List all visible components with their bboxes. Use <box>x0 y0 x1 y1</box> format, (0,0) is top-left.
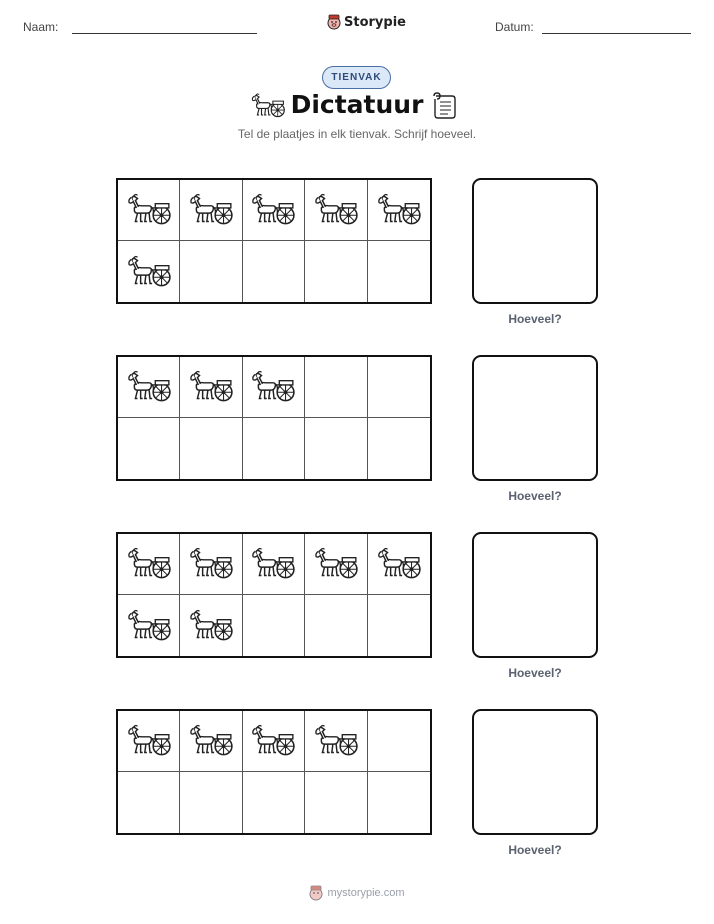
frame-cell <box>180 357 242 418</box>
answer-box-3[interactable] <box>472 532 598 658</box>
frame-cell <box>305 711 367 772</box>
horse-cart-icon <box>188 370 234 404</box>
category-badge: TIENVAK <box>322 66 391 89</box>
frame-cell <box>118 357 180 418</box>
horse-cart-icon <box>313 547 359 581</box>
answer-prompt-1: Hoeveel? <box>508 312 562 326</box>
scroll-icon <box>430 91 460 121</box>
horse-cart-icon <box>188 609 234 643</box>
horse-cart-icon <box>126 255 172 289</box>
horse-cart-icon <box>376 193 422 227</box>
horse-cart-icon <box>126 609 172 643</box>
frame-cell <box>243 241 305 302</box>
frame-cell <box>180 241 242 302</box>
footer-url: mystorypie.com <box>327 887 405 899</box>
frame-cell <box>243 711 305 772</box>
frame-cell <box>305 595 367 656</box>
horse-cart-icon <box>250 547 296 581</box>
frame-cell <box>368 180 430 241</box>
date-line[interactable] <box>542 33 691 34</box>
frame-cell <box>118 772 180 833</box>
frame-cell <box>305 534 367 595</box>
brand <box>327 14 406 30</box>
frame-cell <box>243 180 305 241</box>
horse-cart-icon <box>188 724 234 758</box>
answer-box-2[interactable] <box>472 355 598 481</box>
page-title: Dictatuur <box>290 90 424 119</box>
frame-cell <box>368 418 430 479</box>
frame-cell <box>368 595 430 656</box>
answer-prompt-3: Hoeveel? <box>508 666 562 680</box>
frame-cell <box>305 241 367 302</box>
pig-logo-icon <box>327 14 341 30</box>
frame-cell <box>305 772 367 833</box>
horse-cart-icon <box>188 547 234 581</box>
brand-name: Storypie <box>344 14 406 30</box>
pig-logo-icon <box>309 885 323 901</box>
ten-frame-1 <box>116 178 432 304</box>
horse-cart-icon <box>126 547 172 581</box>
frame-cell <box>118 711 180 772</box>
frame-cell <box>368 534 430 595</box>
answer-box-1[interactable] <box>472 178 598 304</box>
frame-cell <box>368 357 430 418</box>
frame-cell <box>368 711 430 772</box>
frame-cell <box>368 241 430 302</box>
horse-cart-icon <box>126 724 172 758</box>
frame-cell <box>180 711 242 772</box>
frame-cell <box>305 180 367 241</box>
ten-frame-2 <box>116 355 432 481</box>
frame-cell <box>243 357 305 418</box>
horse-cart-icon <box>313 193 359 227</box>
horse-cart-icon <box>126 193 172 227</box>
frame-cell <box>180 418 242 479</box>
ten-frame-4 <box>116 709 432 835</box>
frame-cell <box>118 534 180 595</box>
frame-cell <box>180 772 242 833</box>
frame-cell <box>243 772 305 833</box>
frame-cell <box>243 418 305 479</box>
answer-prompt-2: Hoeveel? <box>508 489 562 503</box>
frame-cell <box>180 534 242 595</box>
horse-cart-icon <box>250 370 296 404</box>
frame-cell <box>243 534 305 595</box>
frame-cell <box>305 357 367 418</box>
date-label: Datum: <box>495 20 534 34</box>
instructions: Tel de plaatjes in elk tienvak. Schrijf hoeveel. <box>237 127 477 141</box>
frame-cell <box>368 772 430 833</box>
horse-cart-icon <box>250 193 296 227</box>
frame-cell <box>180 595 242 656</box>
horse-cart-icon <box>376 547 422 581</box>
frame-cell <box>305 418 367 479</box>
horse-cart-icon <box>126 370 172 404</box>
horse-cart-icon <box>250 724 296 758</box>
name-label: Naam: <box>23 20 59 34</box>
ten-frame-3 <box>116 532 432 658</box>
frame-cell <box>118 418 180 479</box>
name-line[interactable] <box>72 33 257 34</box>
horse-cart-icon <box>313 724 359 758</box>
answer-prompt-4: Hoeveel? <box>508 843 562 857</box>
frame-cell <box>180 180 242 241</box>
footer <box>0 885 714 901</box>
frame-cell <box>118 595 180 656</box>
frame-cell <box>118 180 180 241</box>
frame-cell <box>243 595 305 656</box>
horse-cart-icon <box>188 193 234 227</box>
frame-cell <box>118 241 180 302</box>
answer-box-4[interactable] <box>472 709 598 835</box>
